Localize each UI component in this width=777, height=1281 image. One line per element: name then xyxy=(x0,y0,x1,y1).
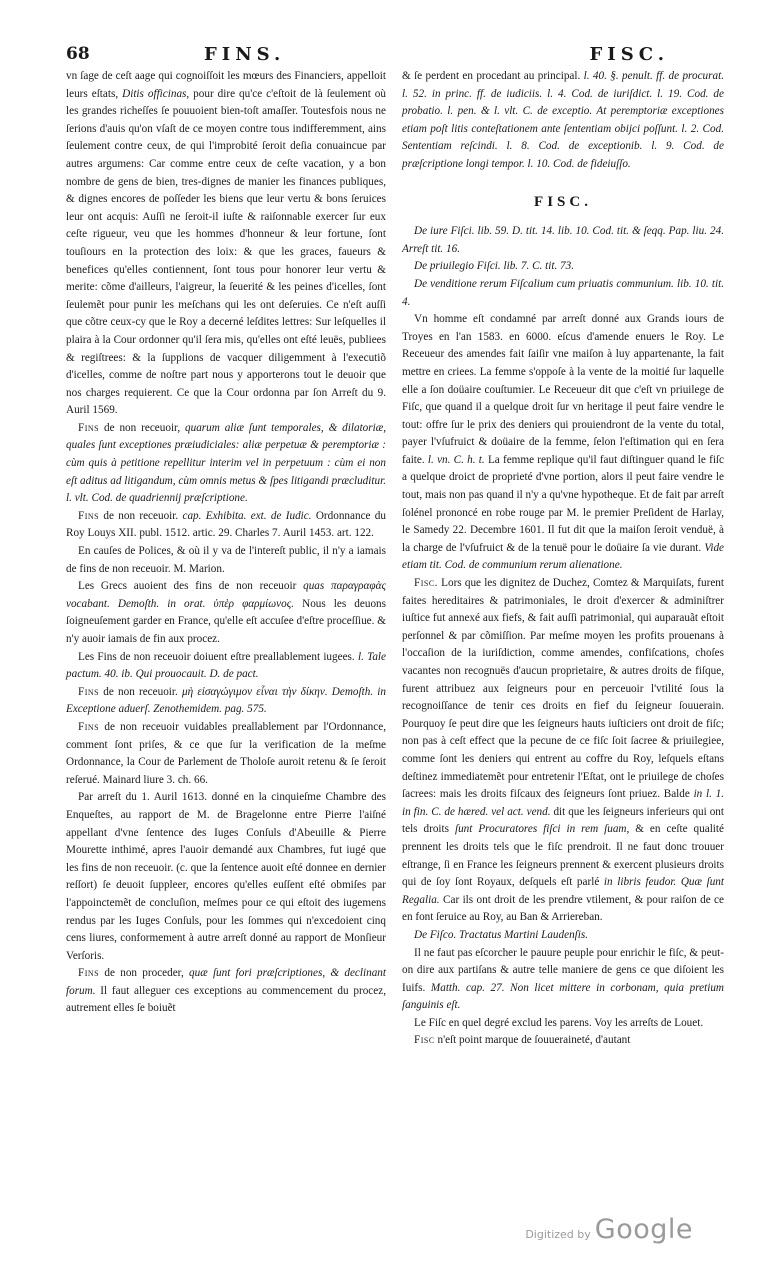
citation: De priuilegio Fiſci. lib. 7. C. tit. 73. xyxy=(414,260,575,273)
left-column xyxy=(66,68,386,1018)
citation: De iure Fiſci. lib. 59. D. tit. 14. lib. 10. Cod. tit. & ſeqq. Pap. liu. 24. Arreſt tit. 16. xyxy=(402,225,724,255)
page-header xyxy=(66,44,707,68)
paragraph: Fins de non receuoir. μὴ εἰσαγώγιμον εἶναι τὴν δίκην. Demoſth. in Exceptione aduerſ. Zenothemidem. pag. 575. xyxy=(66,685,386,716)
paragraph: Vn homme eſt condamné par arreſt donné aux Grands iours de Troyes en l'an 1583. en 6000. eſcus d'amende enuers le Roy. Le Receueur des amendes fait ſaiſir vne maiſon à luy appartenante, la fait mettre en criees. La femme s'oppoſe à la vente de la moitié ſur laquelle elle a ſon doüaire couſtumier. Le Receueur dit que c'eſt vn priuilege de Fiſc, que quand il a quelque droit ſur vn heritage il peut faire vendre le tout: offre ſur le prix des deniers qui prouiendront de la vente du total, payer l'vſufruict & doüaire de la femme, ſelon l'eſtimation qui en ſera faite. l. vn. C. h. t. La femme replique qu'il faut diſtinguer quand le fiſc a quelque droict de proprieté d'vne portion, alors il peut faire vendre le tout, mais non pas quand il n'y a qu'vne hypotheque. Et de fait par arreſt ſolénel prononcé en robe rouge par M. le premier Preſident de Harlay, le Samedy 22. Decembre 1601. Il fut dit que la maiſon ſeroit venduë, à la charge de l'vſufruict & de la tenuë pour le doüaire ſa vie durant. Vide etiam tit. Cod. de communium rerum alienatione. xyxy=(402,313,725,572)
paragraph: En cauſes de Polices, & où il y va de l'intereſt public, il n'y a iamais de fins de non receuoir. M. Marion. xyxy=(66,545,386,575)
paragraph: Fisc. Lors que les dignitez de Duchez, Comtez & Marquiſats, furent faites hereditaires & patrimoniales, le droit d'exercer & adminiſtrer iuſtice fut annexé aux fiefs, & fait auſſi patrimonial, qui auparauãt eſtoit perſonnel & par cõmiſſion. Par meſme moyen les profits prouenans à l'occaſion de la iuriſdiction, comme amendes, confiſcations, choſes vacantes non recognuës d'aucun proprietaire, & autres droits de fiſque, furent attribuez aux ſeigneurs pour en perceuoir l'vtilité ſous la recognoiſſance de tenir ces droits en fief du ſeigneur ſouuerain. Pourquoy ſe peut dire que les ſeigneurs hauts iuſticiers ont droit de fiſc; non pas à ceſt effect que la pecune de ce fiſc ſoit ſacree & priuilegiee, comme ſont les deniers qui entrent au coffre du Roy, leſquels eſtans deſtinez immediatemẽt pour entretenir l'Eſtat, ont le priuilege de choſes ſacrees: mais les droits fiſcaux des ſeigneurs ſont priuez. Balde in l. 1. in fin. C. de hæred. vel act. vend. dit que les ſeigneurs inferieurs qui ont tels droits ſunt Procuratores fiſci in rem ſuam, & en ceſte qualité prennent les droits tels que le fiſc prendroit. Il ne faut donc trouuer eſtrange, ſi en France les ſeigneurs prennent & exercent plusieurs droits qui de ſoy ſont Royaux, deſquels eſt parlé in libris feudor. Quæ ſunt Regalia. Car ils ont droit de les prendre vtilement, & pour raiſon de ce en font ſeruice au Roy, au Ban & Arriereban. xyxy=(402,577,725,924)
paragraph: Fins de non receuoir, quarum aliæ ſunt temporales, & dilatoriæ, quales ſunt exceptiones præiudiciales: aliæ perpetuæ & peremptoriæ : cùm quis à petitione repellitur interim vel in perpetuum : cùm ei non eſt aditus ad litigandum, cùm omnis metus & ſpes litigandi præcluditur. l. vlt. Cod. de quadriennij præſcriptione. xyxy=(66,421,386,505)
paragraph: Fisc n'eſt point marque de ſouueraineté, d'autant xyxy=(414,1034,631,1047)
paragraph: Les Fins de non receuoir doiuent eſtre preallablement iugees. l. Tale pactum. 40. ib. Qui prouocauit. D. de pact. xyxy=(66,650,386,681)
running-head-right: FISC. xyxy=(589,44,669,65)
digitized-by-label: Digitized by xyxy=(525,1228,591,1241)
right-column xyxy=(402,68,724,1050)
paragraph: vn ſage de ceſt aage qui cognoiſſoit les mœurs des Financiers, appelloit leurs eſtats, Ditis officinas, pour dire qu'ce c'eſtoit de là ſeulement où les grandes richeſſes ſe pouuoient bien-toſt amaſſer. Toutesfois nous ne ſerions d'auis qu'on vſaſt de ce moyen contre tous indifferemment, ains ſeulement contre ceux, de qui l'improbité ſeroit deſia conuaincue par autres argumens: Car comme entre ceux de ceſte vacation, y a bon nombre de gens de bien, tres-dignes de manier les finances publiques, & dignes encores de poſſeder les biens que leur vertu & bons ſeruices leur ont acquis: Auſſi ne ſeroit-il iuſte & raiſonnable exercer ſur eux ceſte rigueur, veu que les hommes d'honneur & leur fortune, ſont touſiours en la protection des loix: & que les graces, faueurs & benefices qu'elles contiennent, ſont tous pour honorer leur vertu & merite: cõme d'ailleurs, l'aigreur, la ſeuerité & les peines d'icelles, ſont ſeulemẽt pour punir les meſchans qui les ont deſeruies. Ce n'eſt auſſi que cõtre ceux-cy que le Roy a decerné leſdites lettres: Sur leſquelles il plaira à la Cour ordonner qu'il ſera mis, qu'elles ont eſté leuës, publiees & regiſtrees: & la ſupplions de vacquer diligemment à l'executiõ d'icelles, comme de noſtre part nous y apporterons tout le deuoir que nos charges requierent. Ce que la Cour ordonna par ſon Arreſt du 9. Auril 1569. xyxy=(66,70,386,417)
citation: De venditione rerum Fiſcalium cum priuatis communium. lib. 10. tit. 4. xyxy=(402,277,724,308)
paragraph: Le Fiſc en quel degré exclud les parens. Voy les arreſts de Louet. xyxy=(414,1016,704,1029)
citation: De Fiſco. Tractatus Martini Laudenſis. xyxy=(414,928,589,941)
digitized-watermark xyxy=(525,1214,693,1245)
paragraph: Fins de non receuoir. cap. Exhibita. ext. de Iudic. Ordonnance du Roy Louys XII. publ. 1512. artic. 29. Charles 7. Auril 1453. art. 122. xyxy=(66,509,386,540)
section-title: FISC. xyxy=(534,193,592,210)
paragraph: Les Grecs auoient des fins de non receuoir quas παραγραφὰς vocabant. Demoſth. in orat. ὑπὲρ φαρμίωνος. Nous les deuons ſoigneuſement garder en France, qu'elle eſt accuſee d'eſtre proceſſiue. & n'y auoir iamais de fin aux procez. xyxy=(66,580,386,645)
paragraph: & ſe perdent en procedant au principal. l. 40. §. penult. ff. de procurat. l. 52. in princ. ff. de iudiciis. l. 4. Cod. de iuriſdict. l. 19. Cod. de probatio. l. pen. & l. vlt. C. de exceptio. At peremptoriæ exceptiones etiam poſt litis conteſtationem ante ſententiam obijci poſſunt. l. 2. Cod. Sententiam reſcindi. l. 8. Cod. de exceptionib. l. 9. Cod. de præſcriptione longi tempor. l. 10. Cod. de fideiuſſo. xyxy=(402,70,724,170)
paragraph: Fins de non receuoir vuidables preallablement par l'Ordonnance, comment ſont priſes, & ce que ſur la verification de la meſme Ordonnance, la Cour de Parlement de Tholoſe auroit retenu & ſe ſeroit reſerué. Mainard liure 3. ch. 66. xyxy=(66,720,386,786)
paragraph: Fins de non proceder, quæ ſunt fori præſcriptiones, & declinant forum. Il faut alleguer ces exceptions au commencement du procez, autrement elles ſe boiuẽt xyxy=(66,967,386,1015)
running-head-left: FINS. xyxy=(204,44,286,65)
paragraph: Il ne faut pas eſcorcher le pauure peuple pour enrichir le fiſc, & peut-on dire aux partiſans & autre telle maniere de gens ce que diſoient les Iuifs. Matth. cap. 27. Non licet mittere in corbonam, quia pretium ſanguinis eſt. xyxy=(402,946,724,1012)
paragraph: Par arreſt du 1. Auril 1613. donné en la cinquieſme Chambre des Enqueſtes, au rapport de M. de Bragelonne entre Pierre l'aiſné appellant d'vne ſentence des Iuges Conſuls d'Abeuille & Pierre Mourette inthimé, apres l'auoir demandé aux Chambres, fut iugé que les fins de non receuoir. (c. que la ſentence auoit eſté donnee en dernier reſſort) ſe deuoit ſuppleer, encores qu'elles euſſent eſté obmiſes par l'appoinctemẽt de concluſion, meſmes pour ce qui eſtoit des iugemens rendus par les Iuges Conſuls, pour les ſommes qui n'excedoient cinq cens liures, conformement à autre arreſt donné au rapport de Monſieur Verſoris. xyxy=(66,791,386,962)
page-number: 68 xyxy=(66,44,90,64)
google-logo: Google xyxy=(594,1214,693,1245)
